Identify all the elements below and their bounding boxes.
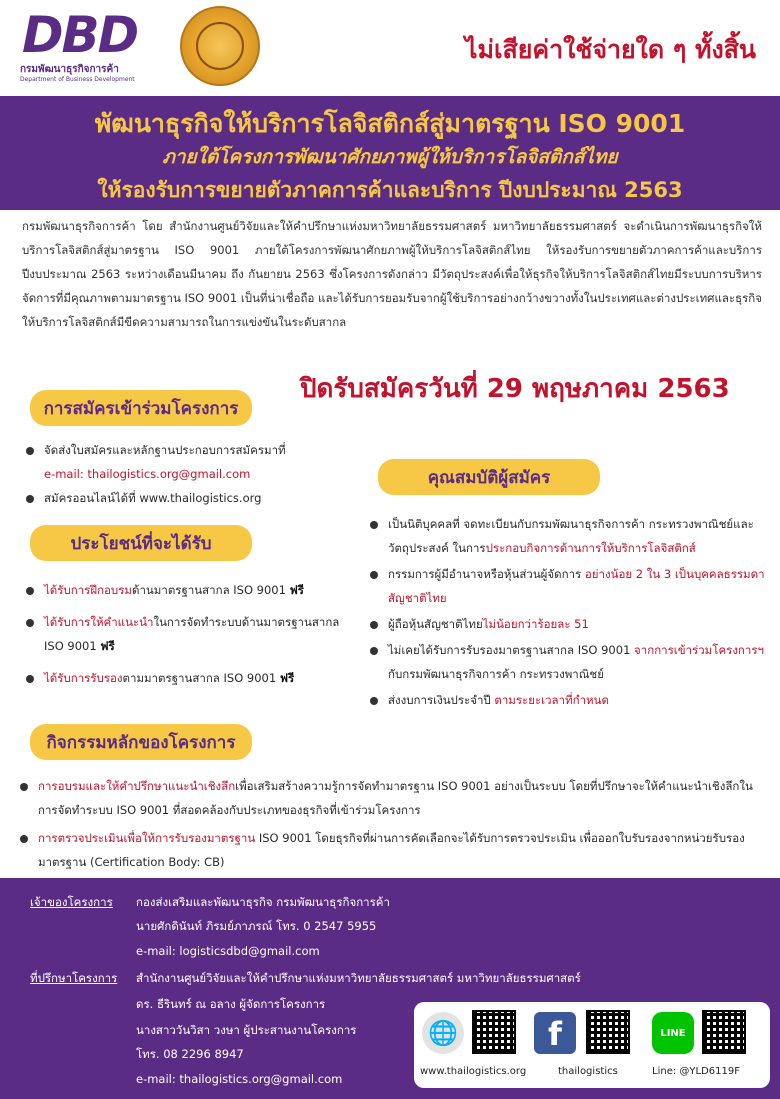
owner-label: เจ้าของโครงการ — [30, 895, 113, 909]
facebook-icon[interactable]: f — [534, 1012, 576, 1054]
qual-highlight: จากการเข้าร่วมโครงการฯ — [634, 643, 764, 657]
apply-email-link[interactable]: e-mail: thailogistics.org@gmail.com — [44, 467, 251, 481]
benefit-highlight: ได้รับการรับรอง — [44, 671, 123, 685]
qualification-heading: คุณสมบัติผู้สมัคร — [378, 459, 600, 495]
dbd-logo-subtitle-en: Department of Business Development — [20, 76, 135, 83]
website-qr-code — [472, 1010, 516, 1054]
activity-text: ISO 9001 โดยธุรกิจที่ผ่านการคัดเลือกจะได้รับการตรวจประเมิน เพื่อออกใบรับรองจากหน่วยรับรองมาตรฐาน (Certification Body: CB) — [38, 831, 745, 869]
advisor-label: ที่ปรึกษาโครงการ — [30, 971, 118, 985]
activity-text: เพื่อเสริมสร้างความรู้การจัดทำมาตรฐาน ISO 9001 อย่างเป็นระบบ โดยที่ปรึกษาจะให้คำแนะนำเชิงลึกในการจัดทำระบบ ISO 9001 ที่สอดคล้องกับประเภทของธุรกิจที่เข้าร่วมโครงการ — [38, 779, 753, 817]
benefit-highlight: ได้รับการให้คำแนะนำ — [44, 615, 154, 629]
advisor-email[interactable]: e-mail: thailogistics.org@gmail.com — [136, 1072, 343, 1086]
qual-item-financial-statement — [370, 688, 770, 712]
advisor-line-2: ดร. ธีรินทร์ ณ อลาง ผู้จัดการโครงการ — [136, 997, 326, 1011]
activity-item-training — [20, 774, 770, 822]
free-label: ฟรี — [100, 639, 115, 653]
benefit-item-certification — [26, 666, 358, 690]
qual-highlight: ไม่น้อยกว่าร้อยละ 51 — [482, 617, 589, 631]
benefit-highlight: ได้รับการฝึกอบรม — [44, 583, 132, 597]
benefit-text: ในการจัดทำระบบด้านมาตรฐานสากล ISO 9001 — [44, 615, 340, 653]
activity-heading: กิจกรรมหลักของโครงการ — [30, 724, 252, 760]
benefit-text: ด้านมาตรฐานสากล ISO 9001 — [132, 583, 290, 597]
line-caption[interactable]: Line: @YLD6119F — [652, 1066, 740, 1077]
benefit-heading: ประโยชน์ที่จะได้รับ — [30, 525, 252, 561]
apply-item-text: จัดส่งใบสมัครและหลักฐานประกอบการสมัครมาที่ — [44, 443, 286, 457]
activity-highlight: การอบรมและให้คำปรึกษาแนะนำเชิงลึก — [38, 779, 236, 793]
facebook-caption[interactable]: thailogistics — [558, 1066, 618, 1077]
benefit-item-consulting — [26, 610, 358, 658]
apply-list — [26, 438, 356, 510]
benefit-list — [26, 578, 358, 698]
dbd-logo: DBD — [22, 6, 138, 64]
qual-item-shareholders — [370, 612, 770, 636]
free-of-charge-banner: ไม่เสียค่าใช้จ่ายใด ๆ ทั้งสิ้น — [464, 35, 756, 64]
owner-email[interactable]: e-mail: logisticsdbd@gmail.com — [136, 944, 320, 958]
apply-item-send-documents — [26, 438, 356, 486]
qual-highlight: ประกอบกิจการด้านการให้บริการโลจิสติกส์ — [485, 541, 696, 555]
qual-highlight: อย่างน้อย 2 ใน 3 เป็นบุคคลธรรมดาสัญชาติไทย — [388, 567, 765, 605]
facebook-qr-code — [586, 1010, 630, 1054]
title-line-2: ภายใต้โครงการพัฒนาศักยภาพผู้ให้บริการโลจิสติกส์ไทย — [162, 146, 618, 168]
free-label: ฟรี — [279, 671, 295, 685]
qual-text: ส่งงบการเงินประจำปี — [388, 693, 495, 707]
website-caption[interactable]: www.thailogistics.org — [420, 1066, 527, 1077]
qual-item-not-certified — [370, 638, 770, 686]
line-icon[interactable]: LINE — [652, 1012, 694, 1054]
benefit-text: ตามมาตรฐานสากล ISO 9001 — [122, 671, 280, 685]
free-label: ฟรี — [289, 583, 304, 597]
apply-online-text[interactable]: สมัครออนไลน์ได้ที่ www.thailogistics.org — [44, 491, 262, 505]
qual-text: เป็นนิติบุคคลที่ จดทะเบียนกับกรมพัฒนาธุรกิจการค้า กระทรวงพาณิชย์และวัตถุประสงค์ ในการ — [388, 517, 754, 555]
qual-item-directors — [370, 562, 770, 610]
ministry-seal-inner-ring — [196, 22, 244, 70]
advisor-line-3: นางสาววันวิสา วงษา ผู้ประสานงานโครงการ — [136, 1023, 357, 1037]
globe-icon[interactable]: 🌐 — [422, 1012, 464, 1054]
apply-heading: การสมัครเข้าร่วมโครงการ — [30, 390, 252, 426]
dbd-logo-subtitle-th: กรมพัฒนาธุรกิจการค้า — [20, 64, 119, 75]
qual-item-juristic-person — [370, 512, 770, 560]
advisor-line-1: สำนักงานศูนย์วิจัยและให้คำปรึกษาแห่งมหาวิทยาลัยธรรมศาสตร์ มหาวิทยาลัยธรรมศาสตร์ — [136, 971, 581, 985]
title-line-1: พัฒนาธุรกิจให้บริการโลจิสติกส์สู่มาตรฐาน ISO 9001 — [94, 109, 686, 138]
title-line-3: ให้รองรับการขยายตัวภาคการค้าและบริการ ปีงบประมาณ 2563 — [97, 178, 683, 202]
qual-text: กรรมการผู้มีอำนาจหรือหุ้นส่วนผู้จัดการ — [388, 567, 585, 581]
benefit-item-training — [26, 578, 358, 602]
qualification-list — [370, 512, 770, 714]
qual-text: ไม่เคยได้รับการรับรองมาตรฐานสากล ISO 9001 — [388, 643, 635, 657]
advisor-phone: โทร. 08 2296 8947 — [136, 1047, 244, 1061]
apply-item-online — [26, 486, 356, 510]
owner-line-1: กองส่งเสริมและพัฒนาธุรกิจ กรมพัฒนาธุรกิจการค้า — [136, 895, 390, 909]
qual-text: ผู้ถือหุ้นสัญชาติไทย — [388, 617, 483, 631]
deadline-text: ปิดรับสมัครวันที่ 29 พฤษภาคม 2563 — [300, 374, 730, 404]
qual-text-tail: กับกรมพัฒนาธุรกิจการค้า กระทรวงพาณิชย์ — [388, 667, 604, 681]
intro-paragraph: กรมพัฒนาธุรกิจการค้า โดย สำนักงานศูนย์วิจัยและให้คำปรึกษาแห่งมหาวิทยาลัยธรรมศาสตร์ มหาวิทยาลัยธรรมศาสตร์ จะดำเนินการพัฒนาธุรกิจให้บริการโลจิสติกส์สู่มาตรฐาน ISO 9001 ภายใต้โครงการพัฒนาศักยภาพผู้ให้บริการโลจิสติกส์ไทย ให้รองรับการขยายตัวภาคการค้าและบริการ ปีงบประมาณ 2563 ระหว่างเดือนมีนาคม ถึง กันยายน 2563 ซึ่งโครงการดังกล่าว มีวัตถุประสงค์เพื่อให้ธุรกิจให้บริการโลจิสติกส์ไทยมีระบบการบริหารจัดการที่มีคุณภาพตามมาตรฐาน ISO 9001 เป็นที่น่าเชื่อถือ และได้รับการยอมรับจากผู้ใช้บริการอย่างกว้างขวางทั้งในประเทศและต่างประเทศและธุรกิจให้บริการโลจิสติกส์มีขีดความสามารถในการแข่งขันในระดับสากล — [22, 219, 762, 329]
activity-item-audit — [20, 826, 770, 874]
qual-highlight: ตามระยะเวลาที่กำหนด — [494, 693, 609, 707]
activity-highlight: การตรวจประเมินเพื่อให้การรับรองมาตรฐาน — [38, 831, 256, 845]
line-qr-code — [702, 1010, 746, 1054]
activity-list — [20, 774, 770, 878]
owner-line-2: นายศักดินันท์ ภิรมย์ภาภรณ์ โทร. 0 2547 5955 — [136, 919, 377, 933]
